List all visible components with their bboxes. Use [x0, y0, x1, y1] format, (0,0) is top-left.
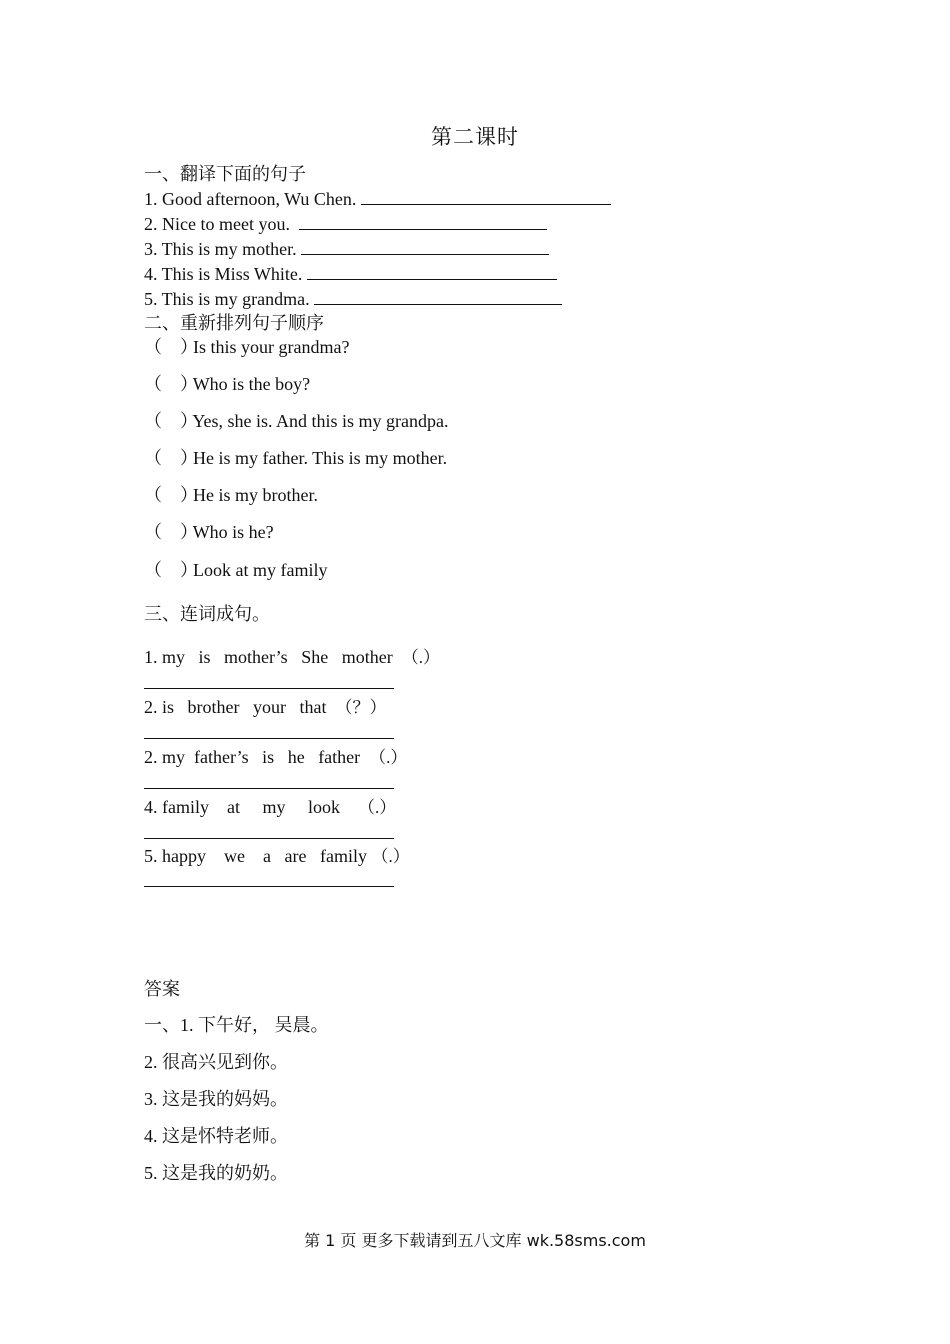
order-paren: （ ） — [144, 337, 198, 357]
scrambled-word: happy — [162, 846, 206, 866]
word-order-item — [144, 845, 410, 868]
scrambled-word: She — [301, 647, 329, 667]
order-paren: （ ） — [144, 485, 198, 505]
scrambled-word: is — [262, 747, 275, 767]
translate-item — [144, 263, 557, 285]
scrambled-word: a — [263, 846, 271, 866]
translate-sentence: 2. Nice to meet you. — [144, 214, 290, 234]
section-3-heading: 三、连词成句。 — [144, 604, 270, 624]
translate-sentence: 5. This is my grandma. — [144, 289, 310, 309]
answer-blank — [299, 213, 547, 230]
punctuation-hint: （？） — [335, 698, 387, 717]
scrambled-word: is — [162, 697, 175, 717]
item-number: 4. — [144, 797, 158, 817]
section-1-heading: 一、翻译下面的句子 — [144, 164, 306, 184]
answer-item: 2. 很高兴见到你。 — [144, 1052, 288, 1072]
answer-line — [144, 688, 394, 689]
scrambled-word: we — [224, 846, 245, 866]
word-order-item — [144, 696, 387, 719]
word-order-item — [144, 796, 396, 819]
scrambled-word: my — [162, 647, 186, 667]
order-sentence: Who is the boy? — [192, 374, 311, 394]
scrambled-word: that — [299, 697, 327, 717]
answer-blank — [361, 188, 611, 205]
word-order-item — [144, 646, 440, 669]
scrambled-word: are — [284, 846, 307, 866]
answers-heading: 答案 — [144, 979, 180, 999]
translate-sentence: 1. Good afternoon, Wu Chen. — [144, 189, 357, 209]
scrambled-word: father — [318, 747, 361, 767]
answer-line — [144, 738, 394, 739]
item-number: 1. — [144, 647, 158, 667]
translate-item — [144, 238, 549, 260]
answer-line — [144, 788, 394, 789]
word-order-item — [144, 746, 407, 769]
answer-line — [144, 838, 394, 839]
order-item — [144, 447, 447, 469]
scrambled-word: is — [198, 647, 211, 667]
translate-item — [144, 288, 562, 310]
order-item — [144, 559, 327, 581]
order-sentence: Who is he? — [192, 522, 274, 542]
order-sentence: Is this your grandma? — [193, 337, 350, 357]
order-sentence: He is my father. This is my mother. — [193, 448, 448, 468]
translate-item — [144, 188, 611, 210]
page-footer: 第 1 页 更多下载请到五八文库 wk.58sms.com — [304, 1231, 646, 1250]
page-title: 第二课时 — [431, 125, 519, 149]
punctuation-hint: （.） — [401, 648, 440, 667]
scrambled-word: at — [227, 797, 240, 817]
scrambled-word: your — [253, 697, 286, 717]
answer-item: 5. 这是我的奶奶。 — [144, 1163, 288, 1183]
order-item — [144, 484, 318, 506]
translate-sentence: 4. This is Miss White. — [144, 264, 303, 284]
order-sentence: Yes, she is. And this is my grandpa. — [192, 411, 449, 431]
translate-item — [144, 213, 547, 235]
scrambled-word: mother’s — [224, 647, 288, 667]
order-paren: （ ） — [144, 411, 198, 431]
answer-blank — [301, 238, 549, 255]
answer-item: 一、1. 下午好， 吴晨。 — [144, 1015, 329, 1035]
scrambled-word: my — [162, 747, 186, 767]
order-item — [144, 521, 274, 543]
answer-blank — [314, 288, 562, 305]
punctuation-hint: （.） — [358, 798, 397, 817]
scrambled-word: family — [162, 797, 209, 817]
scrambled-word: mother — [341, 647, 393, 667]
order-sentence: Look at my family — [193, 560, 328, 580]
item-number: 2. — [144, 747, 158, 767]
answer-item: 4. 这是怀特老师。 — [144, 1126, 288, 1146]
order-item — [144, 373, 310, 395]
order-item — [144, 336, 349, 358]
order-paren: （ ） — [144, 522, 198, 542]
order-paren: （ ） — [144, 448, 198, 468]
punctuation-hint: （.） — [369, 748, 408, 767]
scrambled-word: brother — [187, 697, 240, 717]
order-sentence: He is my brother. — [193, 485, 318, 505]
scrambled-word: my — [262, 797, 286, 817]
order-paren: （ ） — [144, 560, 198, 580]
translate-sentence: 3. This is my mother. — [144, 239, 297, 259]
punctuation-hint: （.） — [371, 847, 410, 866]
order-paren: （ ） — [144, 374, 198, 394]
item-number: 2. — [144, 697, 158, 717]
section-2-heading: 二、重新排列句子顺序 — [144, 313, 324, 333]
answer-blank — [307, 263, 557, 280]
scrambled-word: he — [287, 747, 305, 767]
scrambled-word: father’s — [194, 747, 249, 767]
answer-item: 3. 这是我的妈妈。 — [144, 1089, 288, 1109]
order-item — [144, 410, 449, 432]
item-number: 5. — [144, 846, 158, 866]
answer-line — [144, 886, 394, 887]
scrambled-word: look — [308, 797, 341, 817]
scrambled-word: family — [319, 846, 367, 866]
